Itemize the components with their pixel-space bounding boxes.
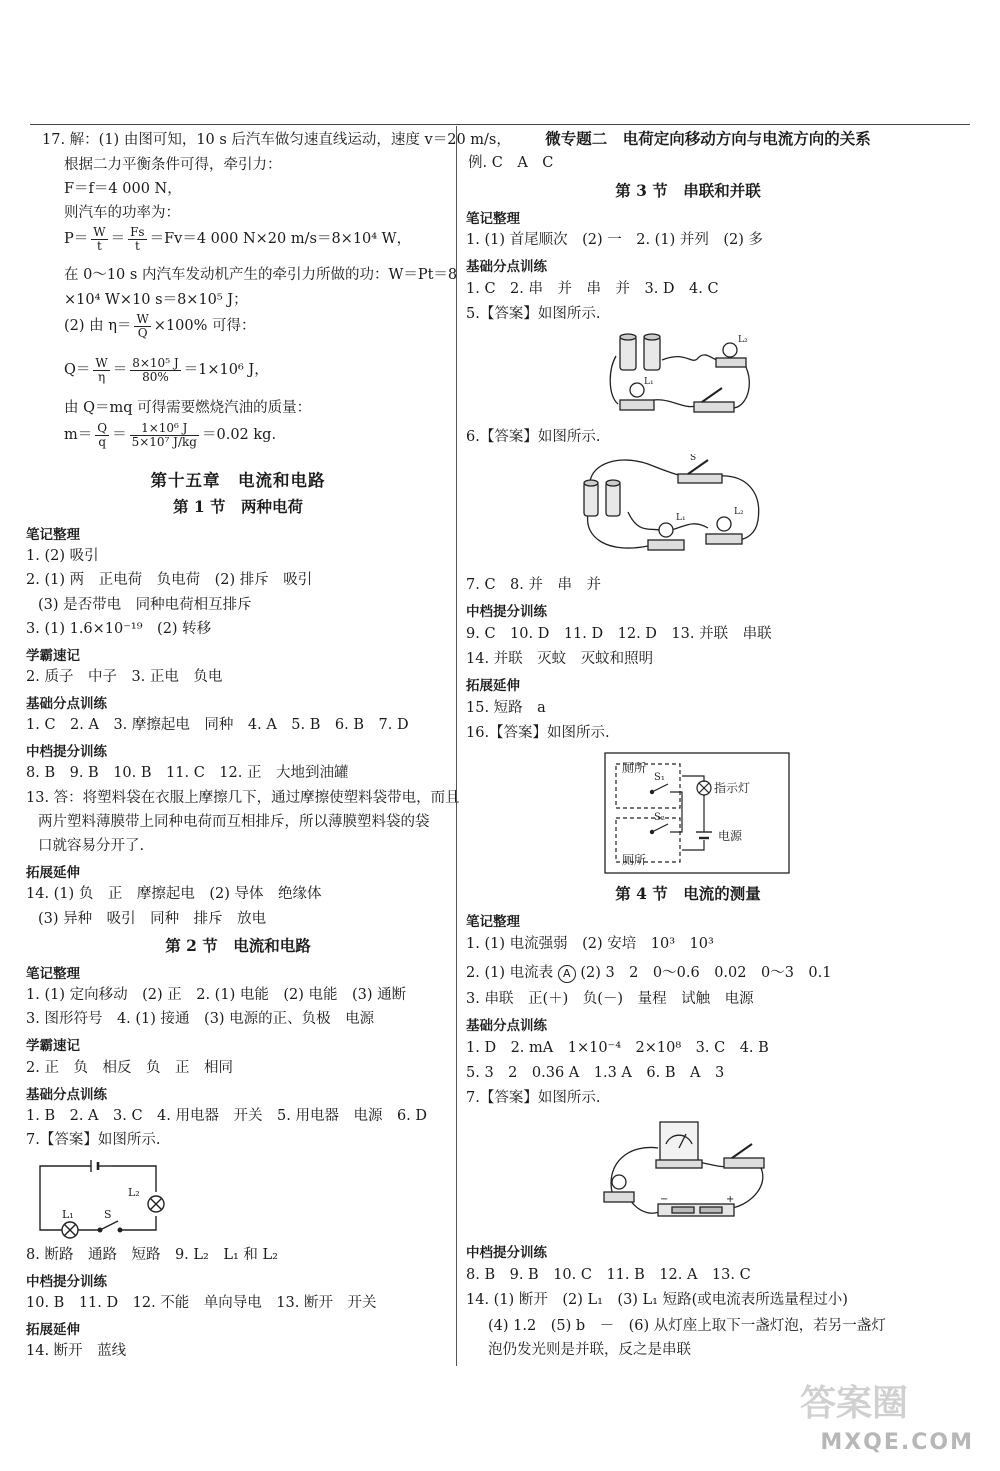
- q17-l11-a: m＝: [64, 427, 93, 443]
- q17-l5-rhs: ＝Fv＝4 000 N×20 m/s＝8×10⁴ W，: [149, 231, 412, 247]
- label-toilet-1: 厕所: [622, 761, 647, 775]
- answer-line: 3. (1) 1.6×10⁻¹⁹ (2) 转移: [26, 621, 212, 637]
- subheading-ext: 拓展延伸: [466, 678, 520, 694]
- fraction-numerator: W: [95, 355, 108, 370]
- q17-line-10: 由 Q＝mq 可得需要燃烧汽油的质量：: [64, 400, 312, 416]
- q17-l9-a: Q＝: [64, 362, 91, 378]
- lamp-holder-icon: [604, 1192, 634, 1202]
- fraction-numerator: W: [136, 311, 149, 326]
- ammeter-icon: [660, 1122, 698, 1162]
- q17-line-6: 在 0～10 s 内汽车发动机产生的牵引力所做的功：W＝Pt＝8: [64, 267, 458, 283]
- q17-line-5: P＝ $\frac{W}{t}$ ＝ $\frac{Fs}{t}$ ＝Fv＝4 000 N×20 m/s＝8×10⁴ W，: [64, 224, 412, 253]
- section-3-title: 第 3 节 串联和并联: [615, 181, 761, 200]
- fraction-numerator: 1×10⁶ J: [130, 422, 199, 436]
- label-l1: L₁: [676, 513, 686, 523]
- switch-lever-icon: [732, 1144, 752, 1158]
- fraction: [91, 226, 107, 253]
- fraction: [93, 357, 109, 384]
- q17-l9-b: ＝1×10⁶ J，: [183, 362, 269, 378]
- label-s2: S₂: [654, 812, 665, 823]
- bulb-l2-icon: [717, 517, 731, 531]
- switch-s2-icon: [652, 824, 668, 832]
- label-l2: L₂: [128, 1186, 140, 1199]
- fraction-numerator: W: [93, 224, 106, 239]
- fraction: [134, 313, 150, 340]
- wire: [630, 1200, 662, 1213]
- answer-line: 7. C 8. 并 串 并: [466, 577, 601, 593]
- q17-line-1: 17. 解：(1) 由图可知，10 s 后汽车做匀速直线运动，速度 v＝20 m/s，: [42, 132, 511, 148]
- label-plus: +: [726, 1194, 735, 1205]
- watermark-logo-text: 答案圈: [800, 1383, 909, 1424]
- n2-part-b: (2) 3 2 0～0.6 0.02 0～3 0.1: [580, 965, 832, 981]
- ammeter-symbol-icon: A: [558, 965, 576, 983]
- switch-s1-icon: [652, 784, 668, 792]
- fraction: [130, 422, 199, 449]
- answer-line: 10. B 11. D 12. 不能 单向导电 13. 断开 开关: [26, 1295, 377, 1311]
- section-4-title: 第 4 节 电流的测量: [615, 884, 761, 903]
- fraction-denominator: t: [97, 238, 102, 253]
- subheading-basic: 基础分点训练: [26, 1087, 107, 1103]
- switch-base-icon: [724, 1158, 764, 1168]
- answer-line: 1. B 2. A 3. C 4. 用电器 开关 5. 用电器 电源 6. D: [26, 1108, 428, 1124]
- circuit-diagram-q7: [36, 1158, 166, 1240]
- wire: [682, 776, 704, 782]
- label-s1: S₁: [654, 772, 665, 783]
- answer-line: 2. 正 负 相反 负 正 相同: [26, 1060, 233, 1076]
- answer-line: 1. (1) 电流强弱 (2) 安培 10³ 10³: [466, 936, 714, 952]
- q17-line-7: ×10⁴ W×10 s＝8×10⁵ J；: [64, 292, 248, 308]
- battery-icon: [644, 336, 660, 370]
- subheading-mid: 中档提分训练: [466, 604, 547, 620]
- wire: [610, 356, 618, 404]
- fraction-denominator: 80%: [142, 369, 169, 384]
- battery-icon: [584, 482, 598, 516]
- watermark-text: MXQE.COM: [820, 1430, 974, 1455]
- answer-line: 8. B 9. B 10. C 11. B 12. A 13. C: [466, 1267, 751, 1283]
- answer-line: 两片塑料薄膜带上同种电荷而互相排斥，所以薄膜塑料袋的袋: [38, 814, 430, 830]
- section-1-title: 第 1 节 两种电荷: [172, 497, 304, 516]
- q17-line-4: 则汽车的功率为：: [64, 205, 180, 221]
- wire: [590, 460, 682, 482]
- answer-line: 7.【答案】如图所示.: [466, 1090, 601, 1106]
- circuit-picture-q7: [600, 1114, 770, 1226]
- q17-line-9: Q＝ $\frac{W}{\eta}$ ＝ $\frac{\text{8×10⁵ J}}{80\%}$ ＝1×10⁶ J，: [64, 355, 269, 384]
- answer-line: 口就容易分开了.: [38, 838, 145, 854]
- subheading-ext: 拓展延伸: [26, 1322, 80, 1338]
- wire: [120, 1216, 156, 1230]
- lamp-holder-icon: [620, 400, 654, 410]
- subheading-notes: 笔记整理: [466, 914, 520, 930]
- subheading-basic: 基础分点训练: [466, 259, 547, 275]
- wire: [662, 355, 718, 360]
- label-power: 电源: [718, 829, 743, 843]
- chapter-title: 第十五章 电流和电路: [150, 471, 326, 490]
- circuit-picture-q6: [578, 454, 768, 562]
- subheading-ext: 拓展延伸: [26, 865, 80, 881]
- answer-line: 例. C A C: [468, 155, 554, 171]
- n2-part-a: 2. (1) 电流表: [466, 965, 554, 981]
- subheading-memo: 学霸速记: [26, 1038, 80, 1054]
- q17-line-2: 根据二力平衡条件可得，牵引力：: [64, 157, 282, 173]
- column-divider: [456, 126, 457, 1366]
- section-2-title: 第 2 节 电流和电路: [165, 936, 311, 955]
- subheading-notes: 笔记整理: [26, 966, 80, 982]
- fraction-denominator: η: [97, 369, 106, 384]
- subheading-basic: 基础分点训练: [466, 1018, 547, 1034]
- switch-base-icon: [678, 474, 722, 483]
- answer-line: 2. (1) 两 正电荷 负电荷 (2) 排斥 吸引: [26, 572, 313, 588]
- battery-icon: [620, 336, 636, 370]
- fraction-numerator: Q: [97, 420, 108, 435]
- fraction-denominator: t: [134, 238, 140, 253]
- bulb-l1-icon: [659, 523, 673, 537]
- lamp-holder-icon: [706, 534, 742, 544]
- fraction-numerator: 8×10⁵ J: [132, 355, 179, 370]
- subheading-memo: 学霸速记: [26, 648, 80, 664]
- fraction-numerator: Fs: [130, 224, 145, 239]
- subheading-notes: 笔记整理: [466, 211, 520, 227]
- q17-l8-a: (2) 由 η＝: [64, 318, 132, 334]
- answer-line: 1. (1) 首尾顺次 (2) 一 2. (1) 并列 (2) 多: [466, 232, 763, 248]
- answer-line: 1. C 2. A 3. 摩擦起电 同种 4. A 5. B 6. B 7. D: [26, 717, 409, 733]
- fraction: [128, 226, 146, 253]
- bulb-l1-icon: [630, 383, 644, 397]
- subheading-mid: 中档提分训练: [26, 1274, 107, 1290]
- answer-line: 1. (1) 定向移动 (2) 正 2. (1) 电能 (2) 电能 (3) 通断: [26, 987, 407, 1003]
- subheading-mid: 中档提分训练: [26, 744, 107, 760]
- label-s: S: [104, 1208, 112, 1221]
- fraction-denominator: 5×10⁷ J/kg: [131, 434, 197, 449]
- q17-l5-lhs: P＝: [64, 231, 89, 247]
- answer-line: 1. C 2. 串 并 串 并 3. D 4. C: [466, 281, 719, 297]
- answer-line: 14. 断开 蓝线: [26, 1343, 127, 1359]
- label-l2: L₂: [734, 507, 744, 517]
- q17-line-3: F＝f＝4 000 N，: [64, 181, 182, 197]
- label-toilet-2: 厕所: [622, 853, 647, 867]
- special-topic-title: 微专题二 电荷定向移动方向与电流方向的关系: [545, 129, 871, 148]
- answer-line: 8. B 9. B 10. B 11. C 12. 正 大地到油罐: [26, 765, 349, 781]
- answer-line: 泡仍发光则是并联，反之是串联: [488, 1342, 691, 1358]
- subheading-mid: 中档提分训练: [466, 1245, 547, 1261]
- label-minus: −: [660, 1194, 669, 1205]
- answer-line: 2. 质子 中子 3. 正电 负电: [26, 669, 223, 685]
- bulb-icon: [612, 1175, 626, 1189]
- answer-line: 5.【答案】如图所示.: [466, 306, 601, 322]
- q17-l8-b: ×100% 可得：: [153, 318, 256, 334]
- answer-line: 14. 并联 灭蚊 灭蚊和照明: [466, 651, 654, 667]
- answer-line: 5. 3 2 0.36 A 1.3 A 6. B A 3: [466, 1065, 725, 1081]
- answer-line: 7.【答案】如图所示.: [26, 1132, 161, 1148]
- answer-line: 9. C 10. D 11. D 12. D 13. 并联 串联: [466, 626, 772, 642]
- answer-line: (4) 1.2 (5) b － (6) 从灯座上取下一盏灯泡，若另一盏灯: [488, 1318, 886, 1334]
- answer-line: 13. 答：将塑料袋在衣服上摩擦几下，通过摩擦使塑料袋带电，而且: [26, 790, 460, 806]
- q17-line-11: m＝ $\frac{Q}{q}$ ＝ $\frac{\text{1×10⁶ J}}{\text{5×10⁷ J/kg}}$ ＝0.02 kg.: [64, 420, 277, 449]
- answer-line: 3. 串联 正(＋) 负(－) 量程 试触 电源: [466, 991, 754, 1007]
- circuit-diagram-q16: [604, 752, 790, 874]
- circuit-picture-q5: [606, 330, 756, 420]
- label-indicator-lamp: 指示灯: [714, 781, 751, 795]
- fraction: [95, 422, 109, 449]
- label-l1: L₁: [62, 1208, 74, 1221]
- subheading-basic: 基础分点训练: [26, 696, 107, 712]
- switch-s-icon: [100, 1221, 118, 1230]
- answer-line: 8. 断路 通路 短路 9. L₂ L₁ 和 L₂: [26, 1247, 278, 1263]
- lamp-holder-icon: [716, 358, 746, 367]
- answer-line: 6.【答案】如图所示.: [466, 429, 601, 445]
- answer-line: (3) 异种 吸引 同种 排斥 放电: [38, 911, 267, 927]
- answer-line: 1. D 2. mA 1×10⁻⁴ 2×10⁸ 3. C 4. B: [466, 1040, 769, 1056]
- fraction-denominator: Q: [137, 325, 148, 340]
- subheading-notes: 笔记整理: [26, 527, 80, 543]
- bulb-l2-icon: [723, 343, 737, 357]
- battery-icon: [606, 482, 620, 516]
- switch-base-icon: [694, 402, 734, 412]
- answer-line: 3. 图形符号 4. (1) 接通 (3) 电源的正、负极 电源: [26, 1011, 375, 1027]
- answer-line: 16.【答案】如图所示.: [466, 725, 610, 741]
- label-l1: L₁: [644, 377, 654, 387]
- q17-l11-b: ＝0.02 kg.: [201, 427, 277, 443]
- wire: [588, 514, 648, 548]
- wire: [732, 1166, 763, 1208]
- answer-line: [466, 963, 832, 983]
- q17-line-8: [64, 312, 256, 340]
- fraction: [130, 357, 180, 384]
- wire: [682, 840, 704, 850]
- answer-line: 1. (2) 吸引: [26, 548, 99, 564]
- answer-line: 15. 短路 a: [466, 700, 546, 716]
- top-rule: [30, 124, 970, 125]
- lamp-holder-icon: [648, 540, 684, 550]
- switch-lever-icon: [702, 388, 722, 402]
- label-l2: L₂: [738, 335, 748, 345]
- answer-line: (3) 是否带电 同种电荷相互排斥: [38, 597, 252, 613]
- answer-line: 14. (1) 断开 (2) L₁ (3) L₁ 短路(或电流表所选量程过小): [466, 1292, 848, 1308]
- fraction-denominator: q: [98, 434, 107, 449]
- label-s: S: [690, 454, 697, 463]
- answer-line: 14. (1) 负 正 摩擦起电 (2) 导体 绝缘体: [26, 886, 322, 902]
